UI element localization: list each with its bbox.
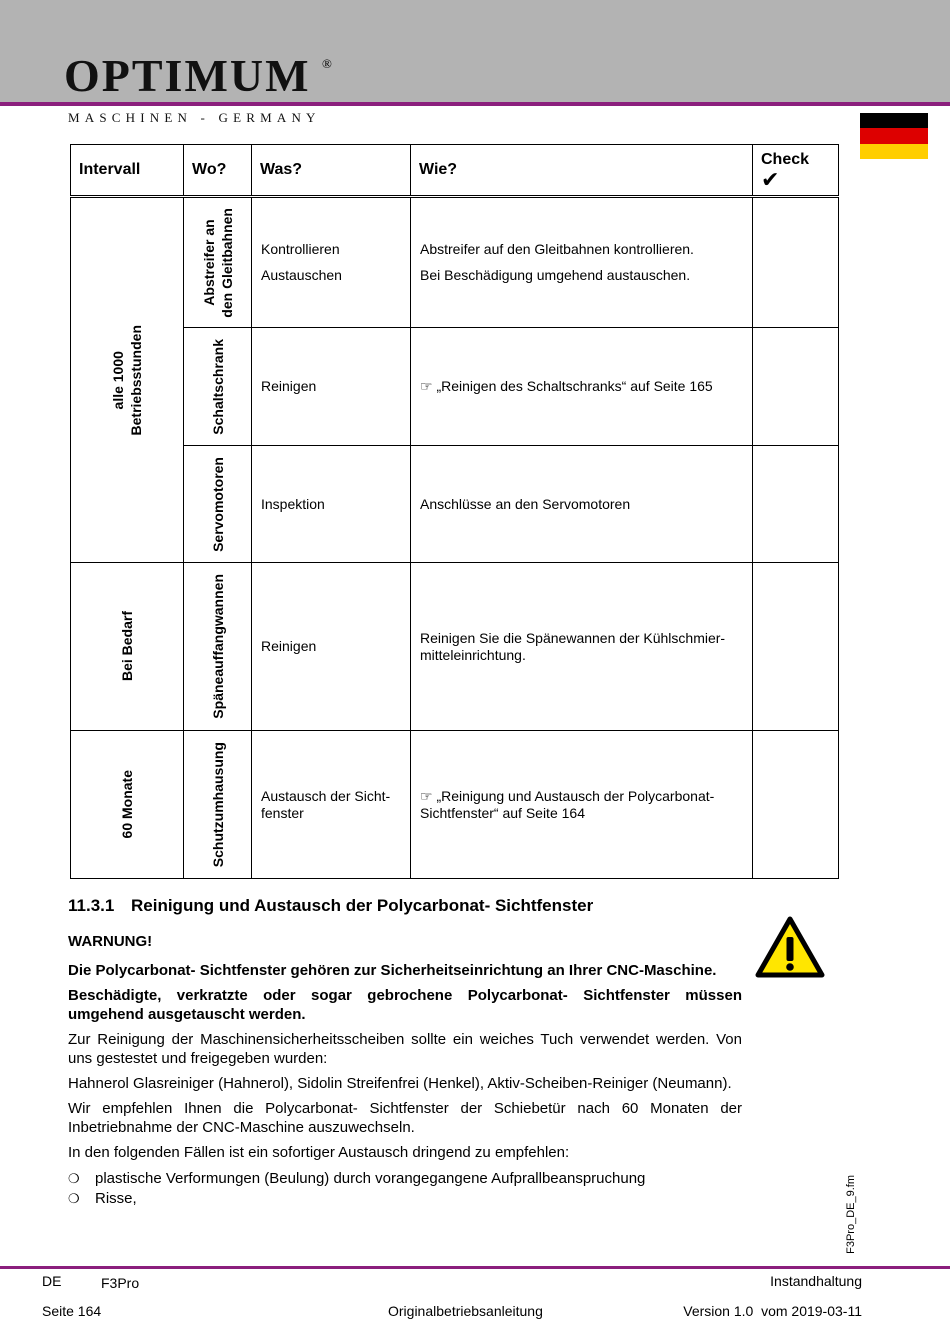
interval-cell	[71, 731, 184, 879]
interval-text-line: Bei Bedarf	[119, 611, 135, 682]
what-cell	[252, 446, 411, 563]
maintenance-table	[70, 144, 839, 879]
bullet-icon: ❍	[68, 1171, 80, 1186]
body-paragraph: Wir empfehlen Ihnen die Polycarbonat- Sichtfenster der Schiebetür nach 60 Monaten der Inbetriebnahme der CNC-Maschine auszuwechseln.	[68, 1100, 742, 1136]
check-cell[interactable]	[753, 197, 839, 328]
how-text: Reinigen Sie die Spänewannen der Kühlschmier-	[420, 629, 726, 646]
warning-paragraph: Die Polycarbonat- Sichtfenster gehören zur Sicherheitseinrichtung an Ihrer CNC-Maschine.	[68, 962, 717, 979]
where-cell	[184, 731, 252, 879]
how-cell	[411, 731, 753, 879]
table-row	[71, 328, 839, 446]
where-text-line: Servomotoren	[209, 456, 226, 552]
where-cell	[184, 446, 252, 563]
where-text-line: Schaltschrank	[209, 338, 226, 435]
warning-label: WARNUNG!	[68, 933, 153, 950]
what-text: Austauschen	[261, 267, 342, 283]
germany-flag-icon	[860, 113, 928, 159]
header-check	[753, 145, 839, 197]
footer-model: F3Pro	[101, 1275, 140, 1291]
warning-paragraph: Beschädigte, verkratzte oder sogar gebrochene Polycarbonat- Sichtfenster müssen umgehend ausgetauscht werden.	[68, 987, 742, 1023]
warning-triangle-icon	[755, 916, 825, 978]
how-text: Abstreifer auf den Gleitbahnen kontrollieren.	[420, 241, 694, 257]
what-text: Austausch der Sicht-	[261, 787, 391, 804]
footer-chapter: Instandhaltung	[770, 1273, 862, 1289]
list-item	[68, 1169, 742, 1188]
header-interval: Intervall	[71, 145, 184, 197]
file-code	[845, 1175, 859, 1255]
how-cell	[411, 563, 753, 731]
body-paragraph: Hahnerol Glasreiniger (Hahnerol), Sidolin Streifenfrei (Henkel), Aktiv-Scheiben-Reiniger (Neumann).	[68, 1075, 732, 1092]
registered-mark: ®	[322, 56, 332, 71]
what-text: Inspektion	[261, 495, 325, 512]
cross-reference-link[interactable]: Sichtfenster“ auf Seite 164	[420, 804, 585, 821]
list-item-text: Risse,	[95, 1190, 137, 1207]
interval-text-line: alle 1000	[110, 350, 126, 410]
section-title	[68, 896, 593, 916]
where-text-line: den Gleitbahnen	[218, 207, 235, 318]
where-cell	[184, 328, 252, 446]
what-text: Reinigen	[261, 638, 317, 654]
where-cell	[184, 197, 252, 328]
section-body	[68, 932, 742, 1209]
brand-logo: OPTIMUM	[64, 50, 311, 101]
body-paragraph: Zur Reinigung der Maschinensicherheitsscheiben sollte ein weiches Tuch verwendet werden. Von uns gestestet und freigegeben wurden:	[68, 1031, 742, 1067]
header-check-label: Check	[761, 151, 810, 168]
header-what: Was?	[252, 145, 411, 197]
where-text-line: Abstreifer an	[200, 219, 217, 306]
footer-accent-line	[0, 1266, 950, 1269]
section-number: 11.3.1	[68, 896, 115, 915]
check-cell[interactable]	[753, 563, 839, 731]
file-code-text: F3Pro_DE_9.fm	[845, 1175, 857, 1254]
flag-stripe-gold	[860, 144, 928, 159]
flag-stripe-black	[860, 113, 928, 128]
where-cell	[184, 563, 252, 731]
interval-cell	[71, 197, 184, 563]
table-row	[71, 446, 839, 563]
table-header-row	[71, 145, 839, 197]
list-item	[68, 1189, 742, 1208]
where-text-line: Späneauffangwannen	[209, 574, 226, 719]
cross-reference-link[interactable]: „Reinigung und Austausch der Polycarbonat-	[436, 787, 715, 804]
header-accent-line	[0, 102, 950, 106]
what-cell	[252, 197, 411, 328]
how-cell	[411, 197, 753, 328]
table-row	[71, 563, 839, 731]
what-cell	[252, 731, 411, 879]
header-where: Wo?	[184, 145, 252, 197]
interval-cell	[71, 563, 184, 731]
interval-text-line: Betriebsstunden	[128, 324, 144, 436]
check-cell[interactable]	[753, 446, 839, 563]
how-text: Bei Beschädigung umgehend austauschen.	[420, 267, 691, 283]
table-row	[71, 197, 839, 328]
how-text: Anschlüsse an den Servomotoren	[420, 495, 631, 512]
body-paragraph: In den folgenden Fällen ist ein sofortiger Austausch dringend zu empfehlen:	[68, 1144, 570, 1161]
what-cell	[252, 328, 411, 446]
what-text: Kontrollieren	[261, 241, 340, 257]
footer-page-number: Seite 164	[42, 1303, 102, 1319]
bullet-icon: ❍	[68, 1191, 80, 1206]
flag-stripe-red	[860, 128, 928, 143]
how-cell	[411, 328, 753, 446]
brand-tagline: MASCHINEN - GERMANY	[68, 110, 321, 125]
how-text: mitteleinrichtung.	[420, 646, 526, 663]
interval-text-line: 60 Monate	[119, 770, 135, 839]
cross-reference-icon: ☞	[420, 787, 433, 804]
cross-reference-link[interactable]: „Reinigen des Schaltschranks“ auf Seite 165	[436, 378, 713, 394]
cross-reference-icon: ☞	[420, 378, 433, 394]
what-text: fenster	[261, 804, 304, 821]
check-cell[interactable]	[753, 731, 839, 879]
footer-language: DE	[42, 1273, 62, 1289]
section-title-text: Reinigung und Austausch der Polycarbonat- Sichtfenster	[131, 896, 594, 915]
what-cell	[252, 563, 411, 731]
footer-document-title: Originalbetriebsanleitung	[388, 1303, 543, 1319]
header-how: Wie?	[411, 145, 753, 197]
table-row	[71, 731, 839, 879]
how-cell	[411, 446, 753, 563]
footer-version: Version 1.0 vom 2019-03-11	[683, 1303, 862, 1319]
checkmark-icon: ✔	[761, 167, 780, 192]
check-cell[interactable]	[753, 328, 839, 446]
list-item-text: plastische Verformungen (Beulung) durch vorangegangene Aufprallbeanspruchung	[95, 1170, 646, 1187]
what-text: Reinigen	[261, 378, 317, 394]
where-text-line: Schutzumhausung	[209, 741, 226, 868]
